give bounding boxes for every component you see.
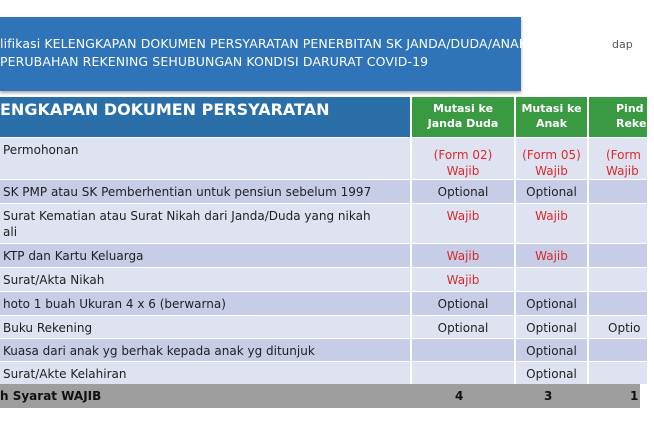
total-label: h Syarat WAJIB xyxy=(0,389,102,403)
table-title-header xyxy=(0,97,410,137)
table-row xyxy=(0,315,640,338)
table-row xyxy=(0,137,640,179)
table-row xyxy=(0,267,640,291)
cell-anak: Optional xyxy=(514,315,587,338)
table-row xyxy=(0,361,640,384)
cell-rekening xyxy=(587,137,647,179)
cell-value: Wajib xyxy=(535,164,568,178)
cell-anak: Wajib xyxy=(514,203,587,243)
table-title: ENGKAPAN DOKUMEN PERSYARATAN xyxy=(0,100,330,119)
cell-janda-duda xyxy=(410,338,514,361)
row-label: SK PMP atau SK Pemberhentian untuk pensiun sebelum 1997 xyxy=(0,179,410,203)
col-header-line: Anak xyxy=(535,117,568,130)
cell-rekening xyxy=(587,203,647,243)
table-row xyxy=(0,243,640,267)
row-label: Buku Rekening xyxy=(0,315,410,338)
row-label: Surat/Akte Kelahiran xyxy=(0,361,410,384)
col-header-line: Janda Duda xyxy=(427,117,499,130)
cell-anak: Wajib xyxy=(514,243,587,267)
cell-value: Wajib xyxy=(606,164,639,178)
table-row xyxy=(0,338,640,361)
col-header-janda-duda xyxy=(410,97,514,137)
cell-janda-duda xyxy=(410,361,514,384)
table-row xyxy=(0,203,640,243)
row-label: Surat/Akta Nikah xyxy=(0,267,410,291)
col-header-line: Mutasi ke xyxy=(432,102,494,115)
total-janda-duda: 4 xyxy=(455,389,464,403)
total-row xyxy=(0,384,640,408)
row-label: hoto 1 buah Ukuran 4 x 6 (berwarna) xyxy=(0,291,410,315)
cell-value: Wajib xyxy=(446,164,480,178)
cell-anak xyxy=(514,267,587,291)
cell-janda-duda: Wajib xyxy=(410,267,514,291)
cell-janda-duda: Optional xyxy=(410,291,514,315)
total-rekening: 1 xyxy=(630,389,639,403)
row-label-line: Surat Kematian atau Surat Nikah dari Janda/Duda yang nikah xyxy=(3,209,371,223)
title-line-1: lifikasi KELENGKAPAN DOKUMEN PERSYARATAN PENERBITAN SK JANDA/DUDA/ANAK xyxy=(0,36,528,51)
cell-janda-duda: Optional xyxy=(410,315,514,338)
row-label xyxy=(0,203,410,243)
cell-janda-duda: Wajib xyxy=(410,203,514,243)
table-row xyxy=(0,291,640,315)
form-ref: (Form 05) xyxy=(522,148,581,162)
table-row xyxy=(0,179,640,203)
col-header-line: Mutasi ke xyxy=(521,102,582,115)
form-ref: (Form 02) xyxy=(433,148,493,162)
brand-logo-text: dap xyxy=(612,38,633,51)
col-header-line: Reken xyxy=(616,117,654,130)
col-header-line: Pind xyxy=(616,102,644,115)
cell-anak xyxy=(514,137,587,179)
cell-janda-duda xyxy=(410,137,514,179)
cell-rekening: Optio xyxy=(587,315,647,338)
row-label-line: ali xyxy=(3,225,18,239)
cell-rekening xyxy=(587,267,647,291)
col-header-rekening xyxy=(587,97,654,137)
cell-janda-duda: Wajib xyxy=(410,243,514,267)
total-anak: 3 xyxy=(544,389,553,403)
form-ref: (Form xyxy=(606,148,641,162)
cell-rekening xyxy=(587,243,647,267)
cell-rekening xyxy=(587,291,647,315)
cell-anak: Optional xyxy=(514,179,587,203)
cell-rekening xyxy=(587,338,647,361)
row-label: KTP dan Kartu Keluarga xyxy=(0,243,410,267)
col-header-anak xyxy=(514,97,587,137)
cell-rekening xyxy=(587,179,647,203)
cell-anak: Optional xyxy=(514,291,587,315)
row-label: Permohonan xyxy=(0,137,410,179)
cell-anak: Optional xyxy=(514,338,587,361)
cell-rekening xyxy=(587,361,647,384)
row-label: Kuasa dari anak yg berhak kepada anak yg ditunjuk xyxy=(0,338,410,361)
cell-janda-duda: Optional xyxy=(410,179,514,203)
title-line-2: PERUBAHAN REKENING SEHUBUNGAN KONDISI DARURAT COVID-19 xyxy=(0,54,429,69)
cell-anak: Optional xyxy=(514,361,587,384)
